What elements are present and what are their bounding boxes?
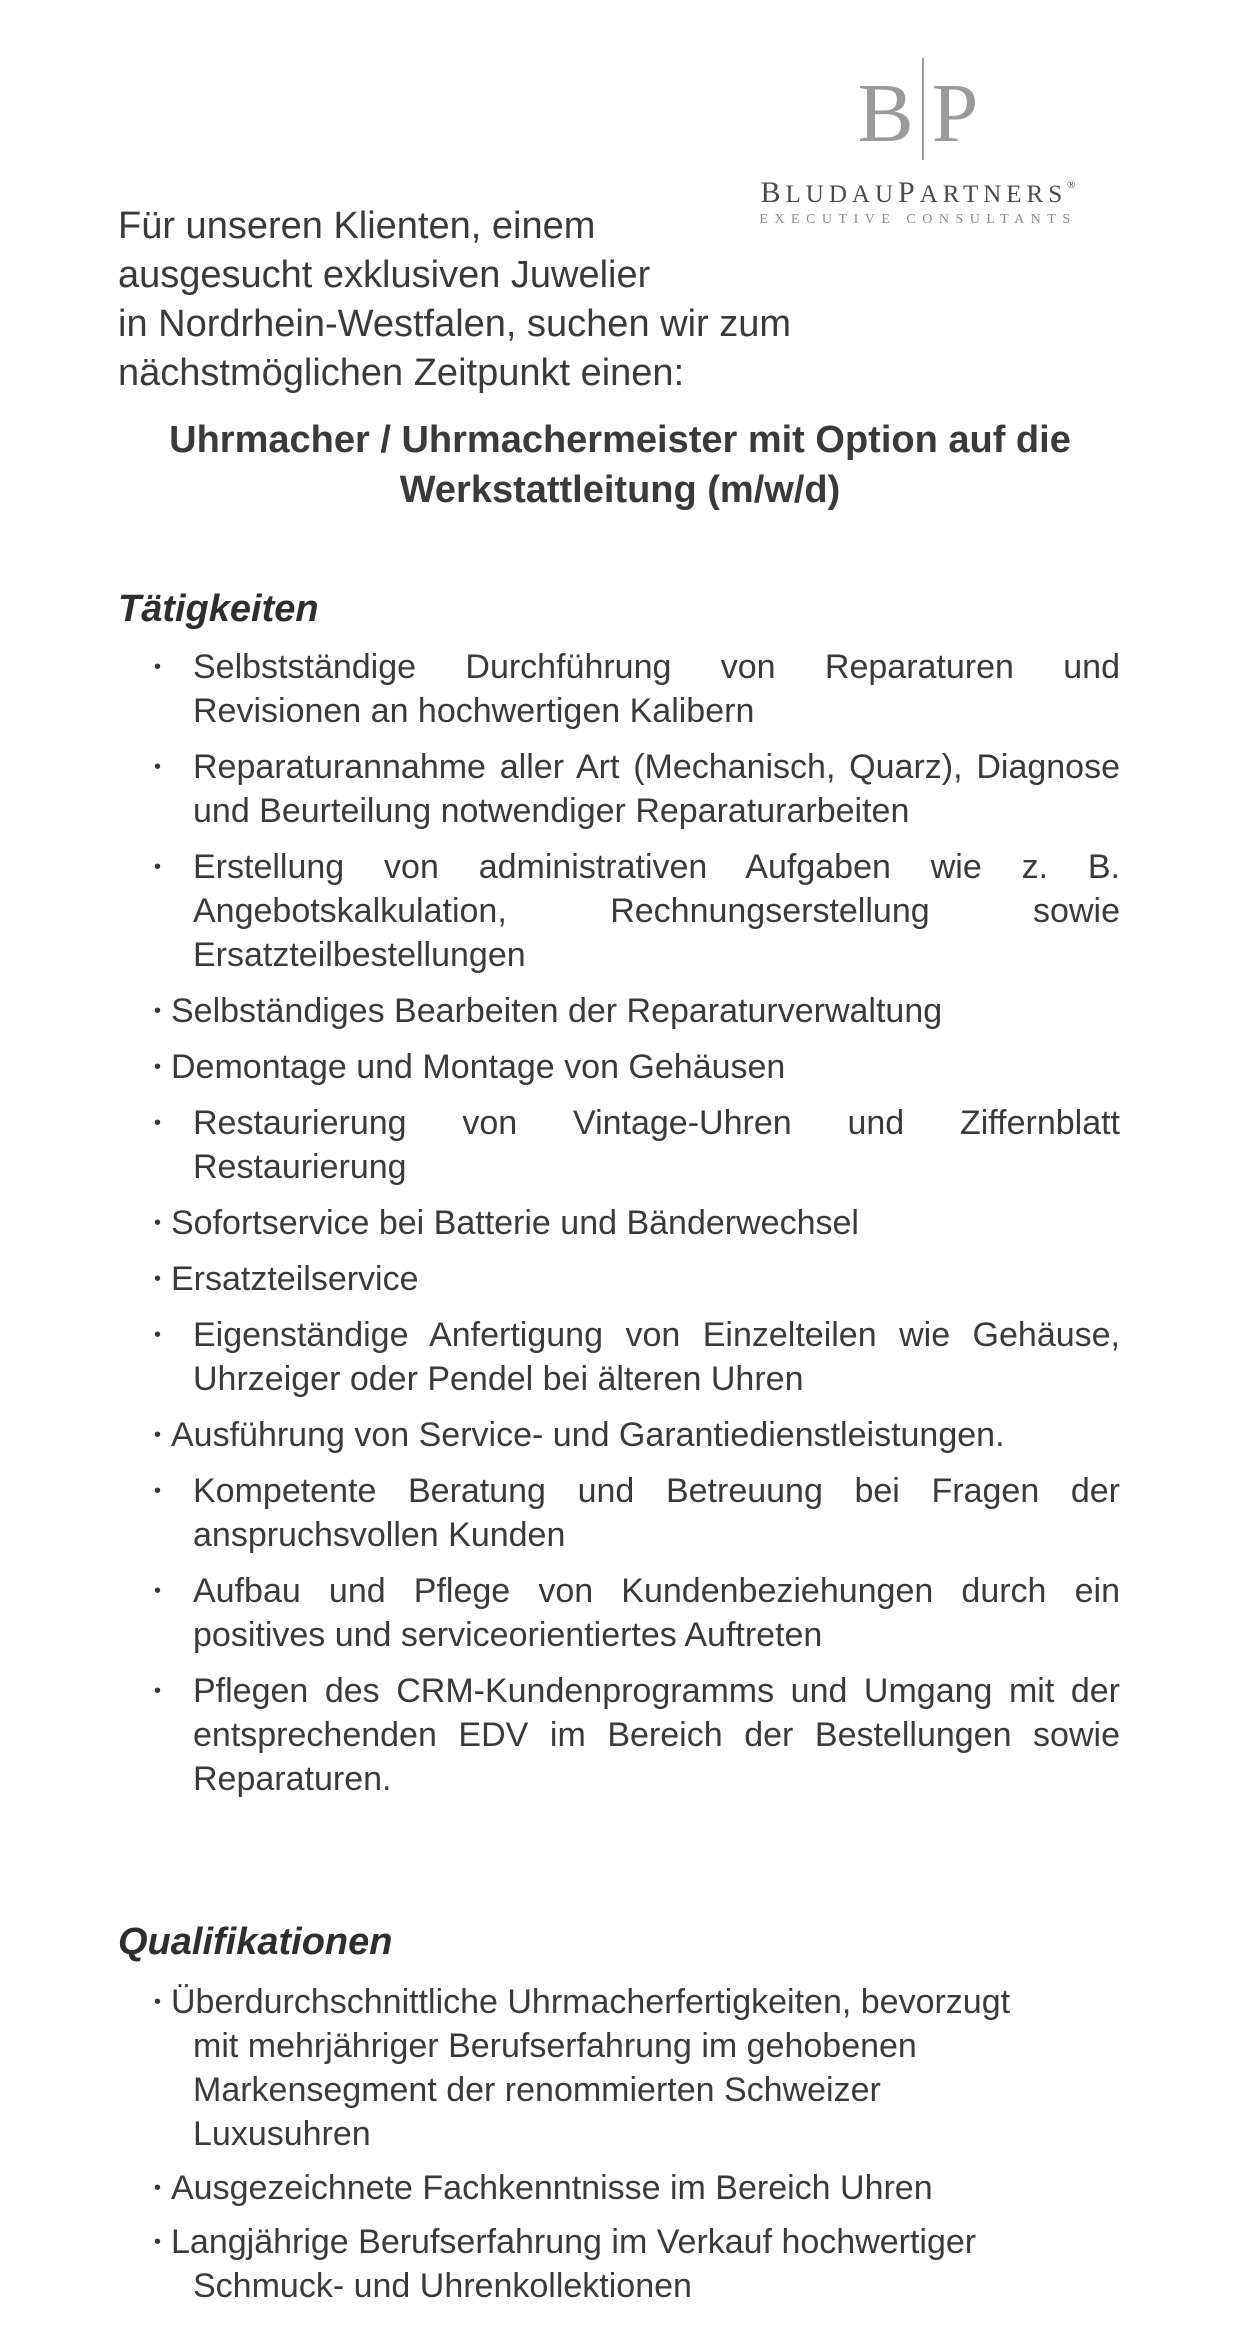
list-item-text-continued: Luxusuhren [193, 2115, 371, 2153]
list-item [150, 1669, 1120, 1801]
logo-divider [922, 58, 924, 160]
intro-line: nächstmöglichen Zeitpunkt einen: [118, 352, 685, 394]
bullet-icon: • [154, 1424, 162, 1446]
list-item [150, 1413, 1120, 1457]
logo-letter-p: P [931, 67, 979, 160]
job-title-line-1: Uhrmacher / Uhrmachermeister mit Option auf die [169, 419, 1071, 461]
list-item-text: Kompetente Beratung und Betreuung bei Fragen der anspruchsvollen Kunden [193, 1472, 1120, 1554]
taetigkeiten-list [150, 645, 1120, 1813]
list-item-text-continued: mit mehrjähriger Berufserfahrung im gehobenen [193, 2027, 917, 2065]
list-item [150, 1101, 1120, 1189]
list-item [150, 1045, 1120, 1089]
bullet-icon: • [154, 1580, 162, 1602]
logo-letter-b: B [857, 67, 914, 160]
list-item-text: Reparaturannahme aller Art (Mechanisch, Quarz), Diagnose und Beurteilung notwendiger Reparaturarbeiten [193, 748, 1120, 830]
logo-name-part-1: LUDAU [785, 181, 899, 208]
registered-mark: ® [1067, 179, 1076, 191]
list-item-text: Ausgezeichnete Fachkenntnisse im Bereich Uhren [171, 2169, 933, 2207]
bullet-icon: • [154, 856, 162, 878]
logo-name-initial-p: P [898, 176, 920, 209]
section-heading-taetigkeiten: Tätigkeiten [118, 588, 319, 630]
bullet-icon: • [154, 2177, 162, 2199]
list-item [150, 645, 1120, 733]
list-item-text: Überdurchschnittliche Uhrmacherfertigkeiten, bevorzugt [171, 1983, 1011, 2021]
list-item-text-continued: Markensegment der renommierten Schweizer [193, 2071, 881, 2109]
list-item-text: Eigenständige Anfertigung von Einzelteilen wie Gehäuse, Uhrzeiger oder Pendel bei älteren Uhren [193, 1316, 1120, 1398]
list-item-text: Langjährige Berufserfahrung im Verkauf hochwertiger [171, 2223, 977, 2261]
bullet-icon: • [154, 2231, 162, 2253]
list-item [150, 1469, 1120, 1557]
bullet-icon: • [154, 656, 162, 678]
list-item [150, 845, 1120, 977]
bullet-icon: • [154, 1480, 162, 1502]
list-item [150, 1257, 1120, 1301]
list-item [150, 2166, 1120, 2210]
bullet-icon: • [154, 1056, 162, 1078]
job-title-line-2: Werkstattleitung (m/w/d) [399, 469, 841, 511]
logo-subtitle: EXECUTIVE CONSULTANTS [759, 212, 1077, 227]
logo-name-initial-b: B [760, 176, 786, 209]
intro-text [118, 202, 918, 398]
list-item-text: Erstellung von administrativen Aufgaben wie z. B. Angebotskalkulation, Rechnungserstellung sowie Ersatzteilbestellungen [193, 848, 1120, 974]
bullet-icon: • [154, 1991, 162, 2013]
intro-line: ausgesucht exklusiven Juwelier [118, 254, 651, 296]
intro-line: in Nordrhein-Westfalen, suchen wir zum [118, 303, 792, 345]
bullet-icon: • [154, 1324, 162, 1346]
job-title [100, 415, 1140, 515]
bullet-icon: • [154, 1268, 162, 1290]
list-item [150, 1201, 1120, 1245]
logo-name-part-2: ARTNERS [919, 181, 1068, 208]
list-item-text: Selbstständige Durchführung von Reparaturen und Revisionen an hochwertigen Kalibern [193, 648, 1120, 730]
list-item-text: Ausführung von Service- und Garantiedienstleistungen. [171, 1416, 1005, 1454]
list-item [150, 1313, 1120, 1401]
list-item-text: Ersatzteilservice [171, 1260, 419, 1298]
bullet-icon: • [154, 1112, 162, 1134]
list-item-text: Selbständiges Bearbeiten der Reparaturverwaltung [171, 992, 943, 1030]
list-item-text: Pflegen des CRM-Kundenprogramms und Umgang mit der entsprechenden EDV im Bereich der Bestellungen sowie Reparaturen. [193, 1672, 1120, 1798]
bullet-icon: • [154, 1680, 162, 1702]
logo-monogram [722, 58, 1114, 164]
list-item-text: Restaurierung von Vintage-Uhren und Ziffernblatt Restaurierung [193, 1104, 1120, 1186]
list-item-text: Aufbau und Pflege von Kundenbeziehungen durch ein positives und serviceorientiertes Auftreten [193, 1572, 1120, 1654]
section-heading-qualifikationen: Qualifikationen [118, 1921, 393, 1963]
bullet-icon: • [154, 1212, 162, 1234]
list-item [150, 2220, 1120, 2308]
bullet-icon: • [154, 1000, 162, 1022]
bullet-icon: • [154, 756, 162, 778]
list-item [150, 1569, 1120, 1657]
list-item-text-continued: Schmuck- und Uhrenkollektionen [193, 2267, 692, 2305]
list-item [150, 989, 1120, 1033]
list-item-text: Sofortservice bei Batterie und Bänderwechsel [171, 1204, 859, 1242]
intro-line: Für unseren Klienten, einem [118, 205, 596, 247]
qualifikationen-list [150, 1980, 1120, 2318]
list-item-text: Demontage und Montage von Gehäusen [171, 1048, 786, 1086]
list-item [150, 745, 1120, 833]
list-item [150, 1980, 1120, 2156]
